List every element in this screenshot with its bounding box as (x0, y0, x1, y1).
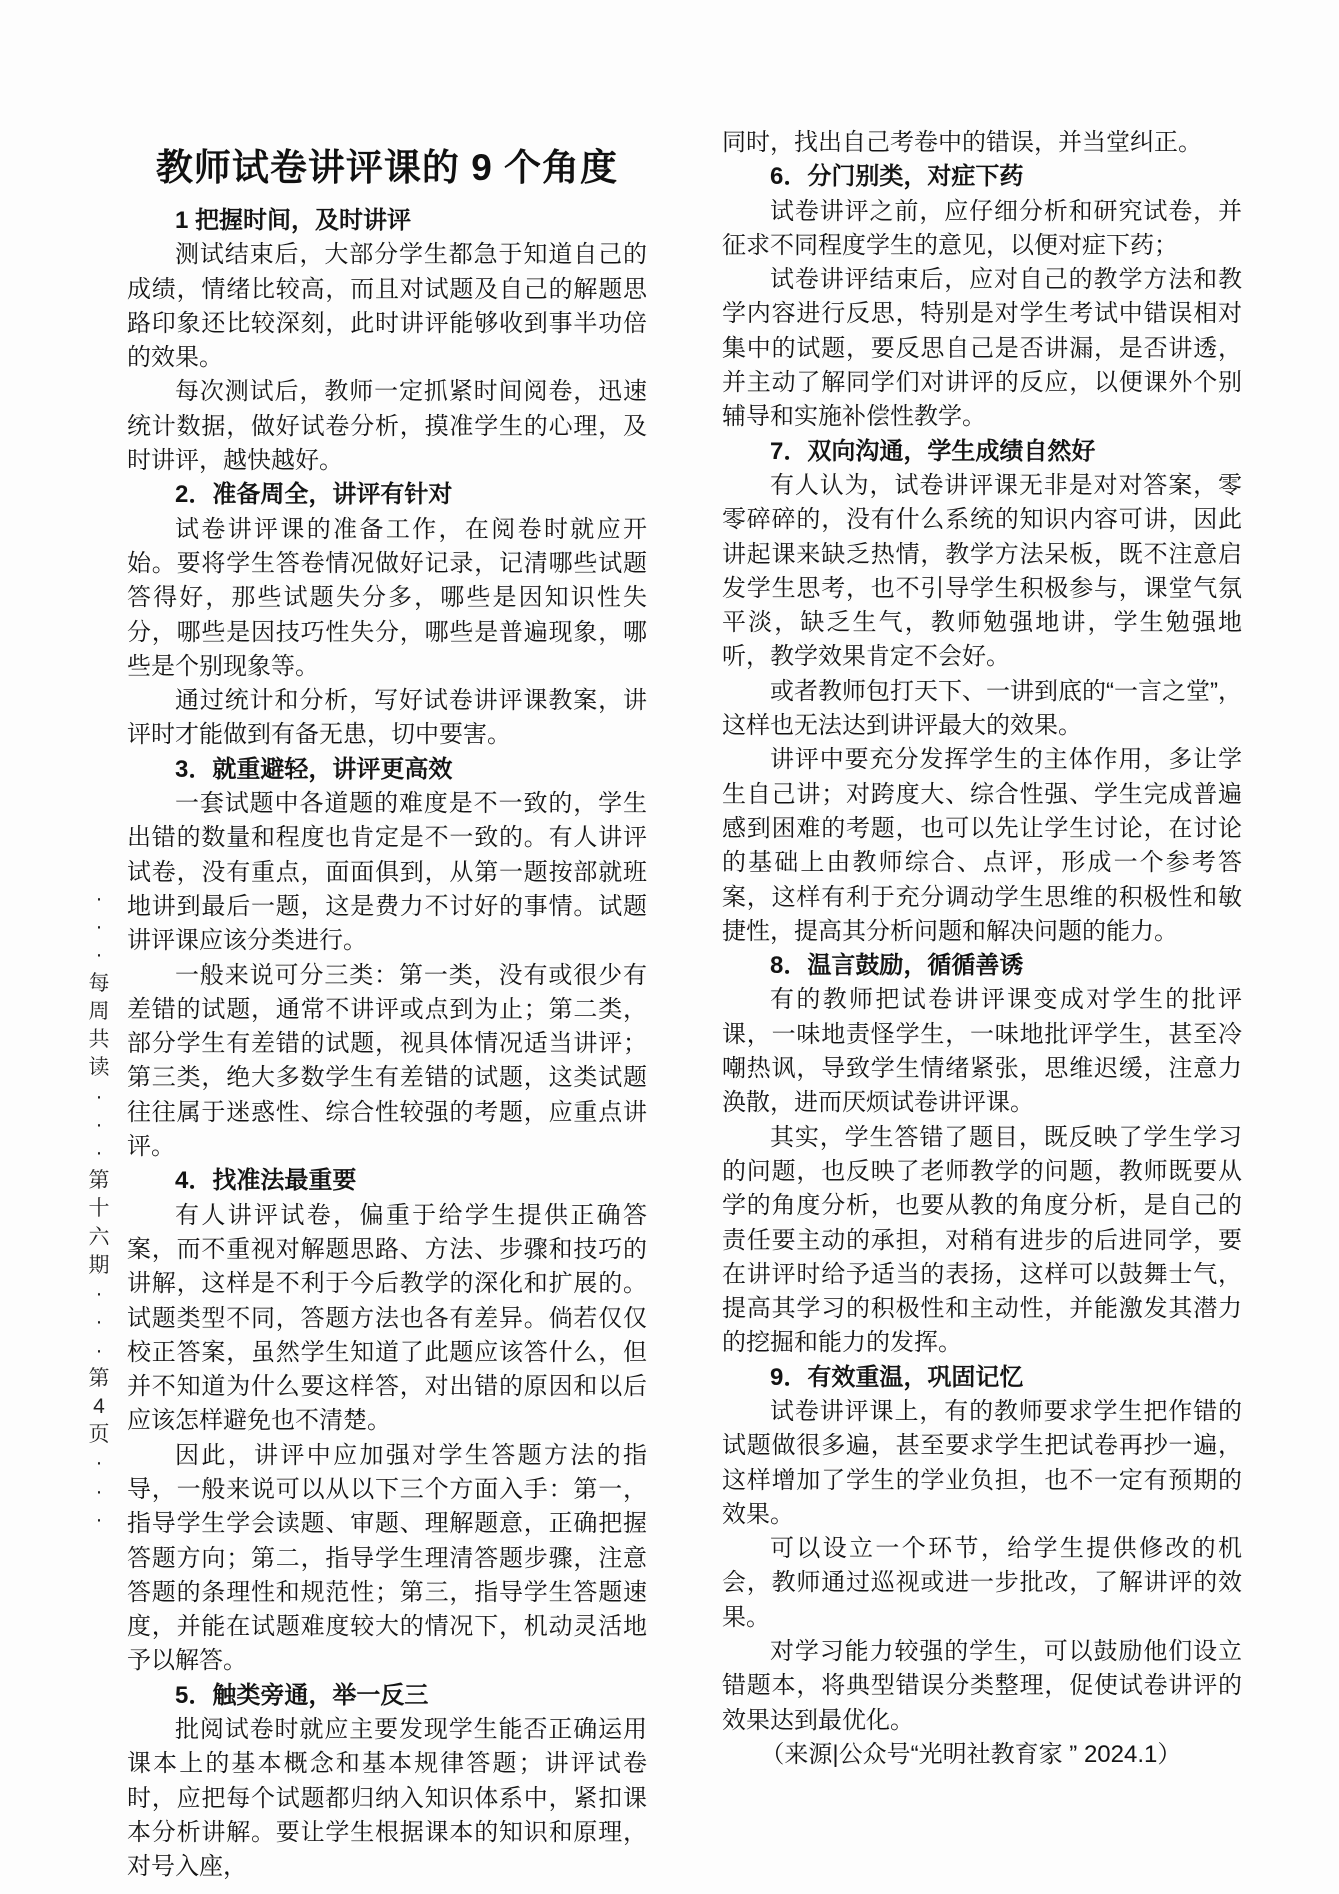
margin-dot: · (95, 1282, 103, 1306)
paragraph: 每次测试后，教师一定抓紧时间阅卷，迅速统计数据，做好试卷分析，摸准学生的心理，及时讲评，越快越好。 (127, 378, 647, 475)
article-column-left (127, 204, 647, 1881)
paragraph: 试卷讲评课的准备工作，在阅卷时就应开始。要将学生答卷情况做好记录，记清哪些试题答得好，那些试题失分多，哪些是因知识性失分，哪些是因技巧性失分，哪些是普遍现象，哪些是个别现象等。 (127, 515, 647, 680)
margin-char: 读 (88, 1056, 110, 1080)
margin-char: 第 (88, 1366, 110, 1390)
paragraph: 同时，找出自己考卷中的错误，并当堂纠正。 (722, 129, 1202, 156)
margin-dot: · (95, 1084, 103, 1108)
section-heading: 8．温言鼓励，循循善诱 (770, 952, 1024, 980)
margin-char: 第 (88, 1169, 110, 1193)
page-margin-vertical-label (84, 888, 114, 1530)
section-heading: 4．找准法最重要 (175, 1167, 357, 1195)
section-heading: 6．分门别类，对症下药 (770, 163, 1024, 191)
margin-dot: · (95, 1479, 103, 1503)
article-column-right (722, 126, 1242, 1766)
paragraph: 有人讲评试卷，偏重于给学生提供正确答案，而不重视对解题思路、方法、步骤和技巧的讲解，这样是不利于今后教学的深化和扩展的。试题类型不同，答题方法也各有差异。倘若仅仅校正答案，虽然学生知道了此题应该答什么，但并不知道为什么要这样答，对出错的原因和以后应该怎样避免也不清楚。 (127, 1201, 647, 1435)
margin-char: 4 (93, 1394, 105, 1418)
source-attribution: （来源|公众号“光明社教育家 ” 2024.1） (760, 1740, 1182, 1768)
paragraph: 试卷讲评之前，应仔细分析和研究试卷，并征求不同程度学生的意见，以便对症下药； (722, 197, 1242, 259)
paragraph: 试卷讲评结束后，应对自己的教学方法和教学内容进行反思，特别是对学生考试中错误相对集中的试题，要反思自己是否讲漏，是否讲透，并主动了解同学们对讲评的反应，以便课外个别辅导和实施补偿性教学。 (722, 266, 1242, 431)
margin-char: 六 (88, 1225, 110, 1249)
section-heading: 7．双向沟通，学生成绩自然好 (770, 437, 1096, 465)
paragraph: 对学习能力较强的学生，可以鼓励他们设立错题本，将典型错误分类整理，促使试卷讲评的效果达到最优化。 (722, 1638, 1242, 1734)
margin-char: 共 (88, 1028, 110, 1052)
section-heading: 1 把握时间，及时讲评 (175, 207, 412, 234)
paragraph: 一套试题中各道题的难度是不一致的，学生出错的数量和程度也肯定是不一致的。有人讲评试卷，没有重点，面面俱到，从第一题按部就班地讲到最后一题，这是费力不讨好的事情。试题讲评课应该分类进行。 (127, 790, 647, 955)
margin-dot: · (95, 1451, 103, 1475)
paragraph: 因此，讲评中应加强对学生答题方法的指导，一般来说可以从以下三个方面入手：第一，指导学生学会读题、审题、理解题意，正确把握答题方向；第二，指导学生理清答题步骤，注意答题的条理性和规范性；第三，指导学生答题速度，并能在试题难度较大的情况下，机动灵活地予以解答。 (127, 1441, 647, 1675)
paragraph: 或者教师包打天下、一讲到底的“一言之堂”，这样也无法达到讲评最大的效果。 (722, 677, 1242, 740)
margin-char: 周 (88, 999, 110, 1023)
paragraph: 一般来说可分三类：第一类，没有或很少有差错的试题，通常不讲评或点到为止；第二类，部分学生有差错的试题，视具体情况适当讲评；第三类，绝大多数学生有差错的试题，这类试题往往属于迷惑性、综合性较强的考题，应重点讲评。 (127, 961, 647, 1161)
margin-dot: · (95, 1310, 103, 1334)
section-heading: 9．有效重温，巩固记忆 (770, 1363, 1024, 1391)
margin-dot: · (95, 887, 103, 910)
margin-dot: · (95, 1112, 103, 1136)
paragraph: 讲评中要充分发挥学生的主体作用，多让学生自己讲；对跨度大、综合性强、学生完成普遍感到困难的考题，也可以先让学生讨论，在讨论的基础上由教师综合、点评，形成一个参考答案，这样有利于充分调动学生思维的积极性和敏捷性，提高其分析问题和解决问题的能力。 (722, 746, 1242, 945)
margin-char: 期 (88, 1253, 110, 1277)
paragraph: 有人认为，试卷讲评课无非是对对答案，零零碎碎的，没有什么系统的知识内容可讲，因此讲起课来缺乏热情，教学方法呆板，既不注意启发学生思考，也不引导学生积极参与，课堂气氛平淡，缺乏生气，教师勉强地讲，学生勉强地听，教学效果肯定不会好。 (722, 471, 1242, 671)
margin-dot: · (95, 915, 103, 939)
margin-char: 十 (88, 1197, 110, 1221)
section-heading: 2．准备周全，讲评有针对 (175, 481, 453, 509)
margin-char: 每 (88, 971, 110, 995)
margin-dot: · (95, 943, 103, 967)
paragraph: 测试结束后，大部分学生都急于知道自己的成绩，情绪比较高，而且对试题及自己的解题思路印象还比较深刻，此时讲评能够收到事半功倍的效果。 (127, 241, 647, 372)
page-title: 教师试卷讲评课的 9 个角度 (155, 146, 619, 188)
paragraph: 有的教师把试卷讲评课变成对学生的批评课，一味地责怪学生，一味地批评学生，甚至冷嘲热讽，导致学生情绪紧张，思维迟缓，注意力涣散，进而厌烦试卷讲评课。 (722, 986, 1242, 1117)
paragraph: 其实，学生答错了题目，既反映了学生学习的问题，也反映了老师教学的问题，教师既要从学的角度分析，也要从教的角度分析，是自己的责任要主动的承担，对稍有进步的后进同学，要在讲评时给予适当的表扬，这样可以鼓舞士气，提高其学习的积极性和主动性，并能激发其潜力的挖掘和能力的发挥。 (722, 1123, 1242, 1357)
paragraph: 通过统计和分析，写好试卷讲评课教案，讲评时才能做到有备无患，切中要害。 (127, 687, 647, 749)
paragraph: 批阅试卷时就应主要发现学生能否正确运用课本上的基本概念和基本规律答题；讲评试卷时，应把每个试题都归纳入知识体系中，紧扣课本分析讲解。要让学生根据课本的知识和原理，对号入座， (127, 1716, 647, 1881)
margin-dot: · (95, 1140, 103, 1164)
section-heading: 5．触类旁通，举一反三 (175, 1681, 429, 1709)
paragraph: 试卷讲评课上，有的教师要求学生把作错的试题做很多遍，甚至要求学生把试卷再抄一遍，这样增加了学生的学业负担，也不一定有预期的效果。 (722, 1397, 1242, 1528)
margin-char: 页 (88, 1423, 110, 1447)
paragraph: 可以设立一个环节，给学生提供修改的机会，教师通过巡视或进一步批改，了解讲评的效果。 (722, 1535, 1242, 1631)
margin-dot: · (95, 1338, 103, 1362)
margin-dot: · (95, 1507, 103, 1531)
section-heading: 3．就重避轻，讲评更高效 (175, 755, 453, 783)
